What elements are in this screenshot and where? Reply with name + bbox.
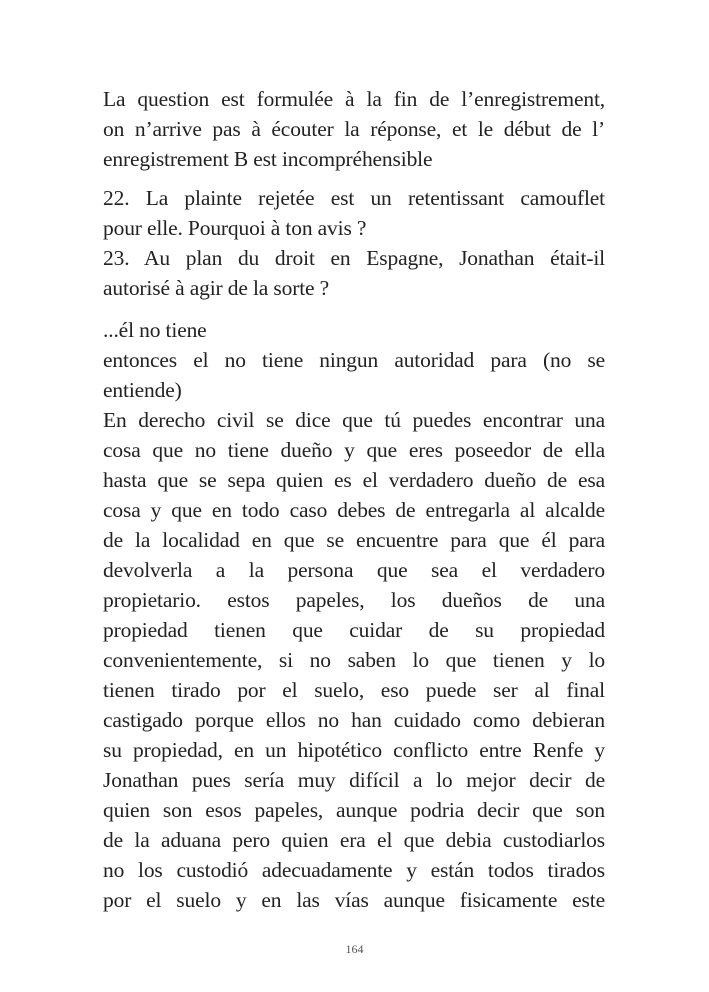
page-number: 164 [345,942,364,956]
text-line: entonces el no tiene ningun autoridad para (no se [103,348,605,372]
text-line: su propiedad, en un hipotético conflicto entre Renfe y [103,738,605,762]
text-line: Jonathan pues sería muy difícil a lo mejor decir de [103,768,605,792]
text-line: no los custodió adecuadamente y están todos tirados [103,858,605,882]
text-line: propietario. estos papeles, los dueños de una [103,588,605,612]
text-line: pour elle. Pourquoi à ton avis ? [103,216,367,240]
text-line: hasta que se sepa quien es el verdadero dueño de esa [103,468,605,492]
text-line: de la aduana pero quien era el que debia custodiarlos [103,828,605,852]
text-line: tienen tirado por el suelo, eso puede ser al final [103,678,605,702]
text-line: on n’arrive pas à écouter la réponse, et le début de l’ [103,117,605,141]
text-line: por el suelo y en las vías aunque fisicamente este [103,888,605,912]
text-line: castigado porque ellos no han cuidado como debieran [103,708,605,732]
text-line: En derecho civil se dice que tú puedes encontrar una [103,408,605,432]
answer-fragment [103,315,605,345]
text-line: devolverla a la persona que sea el verdadero [103,558,605,582]
question-23 [103,243,605,303]
text-line: ...él no tiene [103,318,207,342]
text-line: entiende) [103,378,182,402]
text-line: propiedad tienen que cuidar de su propiedad [103,618,605,642]
question-22 [103,183,605,243]
text-line: cosa que no tiene dueño y que eres poseedor de ella [103,438,605,462]
paragraph-note [103,84,605,174]
text-line: La question est formulée à la fin de l’enregistrement, [103,87,605,111]
text-line: enregistrement B est incompréhensible [103,147,433,171]
text-line: convenientemente, si no saben lo que tienen y lo [103,648,605,672]
page-body [103,84,605,915]
answer-paragraph-2 [103,405,605,915]
text-line: quien son esos papeles, aunque podria decir que son [103,798,605,822]
text-line: 23. Au plan du droit en Espagne, Jonathan était-il [103,246,605,270]
text-line: cosa y que en todo caso debes de entregarla al alcalde [103,498,605,522]
text-line: autorisé à agir de la sorte ? [103,276,330,300]
text-line: de la localidad en que se encuentre para que él para [103,528,605,552]
text-line: 22. La plainte rejetée est un retentissant camouflet [103,186,605,210]
answer-paragraph-1 [103,345,605,405]
